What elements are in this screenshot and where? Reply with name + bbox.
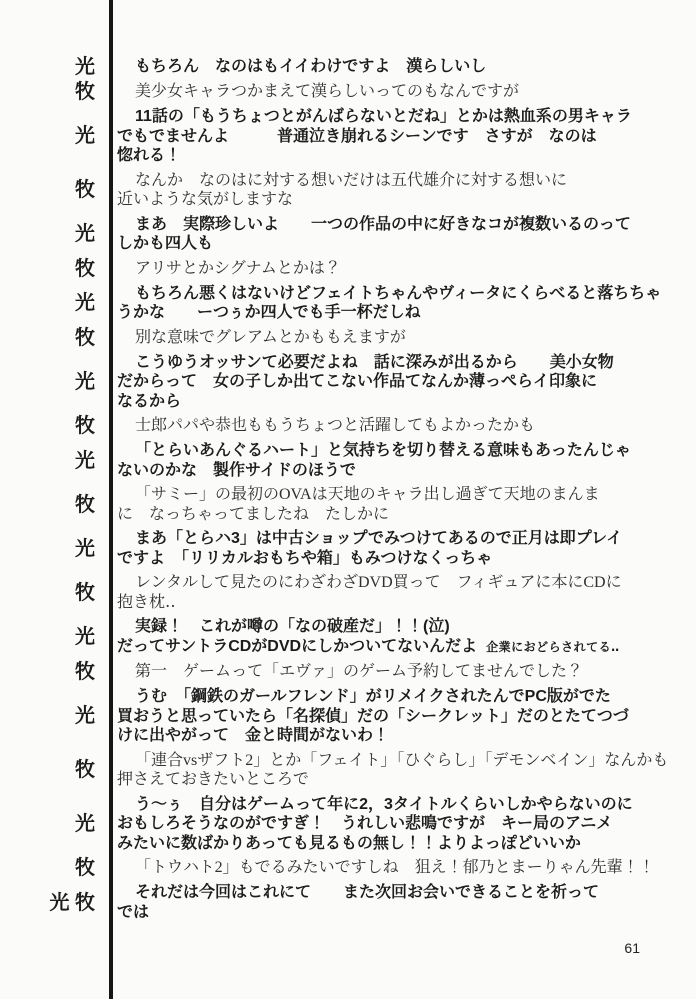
dialogue-row: [0, 171, 692, 210]
dialogue-line: でもでませんよ 普通泣き崩れるシーンです さすが なのは: [117, 127, 597, 145]
dialogue-line: ですよ 「リリカルおもちや箱」もみつけなくっちゃ: [117, 549, 493, 567]
dialogue-row: [0, 284, 692, 323]
dialogue-line: 買おうと思っていたら「名探偵」だの「シークレット」だのとたてつづ: [117, 707, 629, 725]
dialogue-line: う～ぅ 自分はゲームって年に2，3タイトルくらいしかやらないのに: [135, 795, 633, 813]
dialogue-line: しかも四人も: [117, 235, 214, 252]
speaker-label: 光: [75, 223, 95, 245]
dialogue-text: [103, 107, 692, 166]
dialogue-line: 「トウハト2」もでるみたいですしね 狙え！郁乃とまーりゃん先輩！！: [135, 859, 655, 877]
side-note: 企業におどらされてる‥: [486, 639, 620, 654]
dialogue-line: うむ 「鋼鉄のガールフレンド」がリメイクされたんでPC版がでた: [135, 688, 611, 705]
speaker-label: 牧: [75, 759, 95, 781]
speaker-label: 牧: [75, 326, 95, 349]
dialogue-row: [0, 328, 692, 348]
dialogue-row: [0, 751, 692, 790]
speaker-label: 光: [75, 449, 95, 472]
dialogue-line: 実録！ これが噂の「なの破産だ」！！(泣): [135, 618, 450, 635]
dialogue-line: まあ「とらハ3」は中古ショップでみつけてあるので正月は即プレイ: [135, 530, 623, 547]
dialogue-row: [0, 259, 692, 279]
dialogue-text: [103, 529, 692, 568]
dialogue-text: [103, 573, 692, 612]
dialogue-line: 第一 ゲームって「エヴァ」のゲーム予約してませんでした？: [135, 663, 584, 681]
dialogue-row: [0, 529, 692, 568]
dialogue-text: [103, 795, 692, 854]
dialogue-line: みたいに数ばかりあっても見るもの無し！！よりよっぽどいいか: [117, 834, 581, 852]
speaker-label: 光: [75, 292, 95, 314]
speaker-label: 牧: [75, 179, 95, 201]
speaker-label: 牧: [75, 257, 95, 280]
dialogue-text: [103, 617, 692, 657]
dialogue-row: [0, 82, 692, 102]
dialogue-row: [0, 617, 692, 657]
speaker-label: 光: [75, 626, 95, 648]
speaker-label: 光: [75, 56, 95, 78]
dialogue-line: 抱き枕‥: [117, 593, 176, 611]
dialogue-text: [103, 687, 692, 746]
dialogue-line: 別な意味でグレアムとかももえますが: [135, 328, 406, 346]
dialogue-row: [0, 57, 692, 77]
dialogue-line: うかな ーつぅか四人でも手一杯だしね: [117, 304, 421, 321]
dialogue-line: に なっちゃってましたね たしかに: [117, 505, 390, 523]
speaker-label: 牧: [75, 661, 95, 683]
speaker-label: 牧: [75, 415, 95, 437]
speaker-label: 牧: [75, 493, 95, 516]
dialogue-row: [0, 353, 692, 412]
dialogue-line: 「サミー」の最初のOVAは天地のキャラ出し過ぎて天地のまんま: [135, 486, 600, 503]
dialogue-line: なんか なのはに対する想いだけは五代雄介に対する想いに: [135, 171, 568, 189]
speaker-label: 光: [75, 812, 95, 835]
dialogue-row: [0, 687, 692, 746]
dialogue-text: [103, 284, 692, 323]
dialogue-text: [103, 82, 692, 102]
dialogue-text: [103, 259, 692, 279]
dialogue-text: [103, 441, 692, 480]
dialogue-line: もちろん なのはもイイわけですよ 漢らしいし: [135, 58, 487, 76]
dialogue-line: だからって 女の子しか出てこない作品てなんか薄っぺらイ印象に: [117, 373, 598, 390]
dialogue-row: [0, 107, 692, 166]
dialogue-row: [0, 215, 692, 254]
speaker-label: 光: [75, 537, 95, 560]
dialogue-text: [103, 662, 692, 682]
dialogue-line: では: [117, 903, 150, 921]
dialogue-text: [103, 353, 692, 412]
dialogue-text: [103, 416, 692, 436]
dialogue-line: 「連合vsザフト2」とか「フェイト」「ひぐらし」「デモンベイン」なんかも: [135, 751, 669, 769]
dialogue-row: [0, 573, 692, 612]
dialogue-row: [0, 485, 692, 524]
dialogue-row: [0, 795, 692, 854]
dialogue-line: だってサントラCDがDVDにしかついてないんだよ 企業におどらされてる‥: [117, 637, 620, 655]
dialogue-line: 近いような気がしますな: [117, 191, 294, 208]
dialogue-line: 押さえておきたいところで: [117, 771, 309, 788]
dialogue-line: こうゆうオッサンて必要だよね 話に深みが出るから 美小女物: [135, 353, 614, 371]
speaker-label: 光: [75, 370, 95, 393]
speaker-label: 牧: [75, 81, 95, 103]
dialogue-line: もちろん悪くはないけどフェイトちゃんやヴィータにくらべると落ちちゃ: [135, 284, 662, 302]
dialogue-line: なるから: [117, 392, 182, 410]
dialogue-text: [103, 328, 692, 348]
dialogue-list: [0, 57, 692, 927]
dialogue-text: [103, 751, 692, 790]
speaker-label: 牧: [75, 581, 95, 604]
dialogue-text: [103, 57, 692, 77]
dialogue-line: おもしろそうなのがですぎ！ うれしい悲鳴ですが キー局のアニメ: [117, 815, 613, 832]
speaker-label: 光 牧: [49, 891, 95, 914]
dialogue-row: [0, 883, 692, 922]
dialogue-text: [103, 215, 692, 254]
dialogue-line: 士郎パパや恭也ももうちょつと活躍してもよかったかも: [135, 417, 536, 435]
page-number: 61: [624, 940, 640, 956]
dialogue-line: 美少女キャラつかまえて漢らしいってのもなんですが: [135, 83, 520, 101]
dialogue-text: [103, 171, 692, 210]
dialogue-text: [103, 883, 692, 922]
dialogue-text: [103, 485, 692, 524]
speaker-label: 光: [75, 125, 95, 148]
dialogue-line: けに出やがって 金と時間がないわ！: [117, 727, 390, 744]
speaker-label: 光: [75, 705, 95, 728]
dialogue-text: [103, 858, 692, 878]
dialogue-row: [0, 858, 692, 878]
dialogue-line: レンタルして見たのにわざわざDVD買って フィギュアに本にCDに: [135, 574, 622, 591]
dialogue-row: [0, 416, 692, 436]
dialogue-line: 惚れる！: [117, 147, 182, 164]
dialogue-line: ないのかな 製作サイドのほうで: [117, 461, 356, 479]
dialogue-row: [0, 441, 692, 480]
dialogue-line: それだは今回はこれにて また次回お会いできることを祈って: [135, 884, 600, 901]
dialogue-line: 「とらいあんぐるハート」と気持ちを切り替える意味もあったんじゃ: [135, 442, 631, 459]
dialogue-line: アリサとかシグナムとかは？: [135, 259, 341, 277]
dialogue-row: [0, 662, 692, 682]
dialogue-line: まあ 実際珍しいよ 一つの作品の中に好きなコが複数いるのって: [135, 215, 631, 233]
speaker-label: 牧: [75, 857, 95, 879]
dialogue-line: 11話の「もうちょつとがんばらないとだね」とかは熱血系の男キャラ: [135, 108, 632, 125]
